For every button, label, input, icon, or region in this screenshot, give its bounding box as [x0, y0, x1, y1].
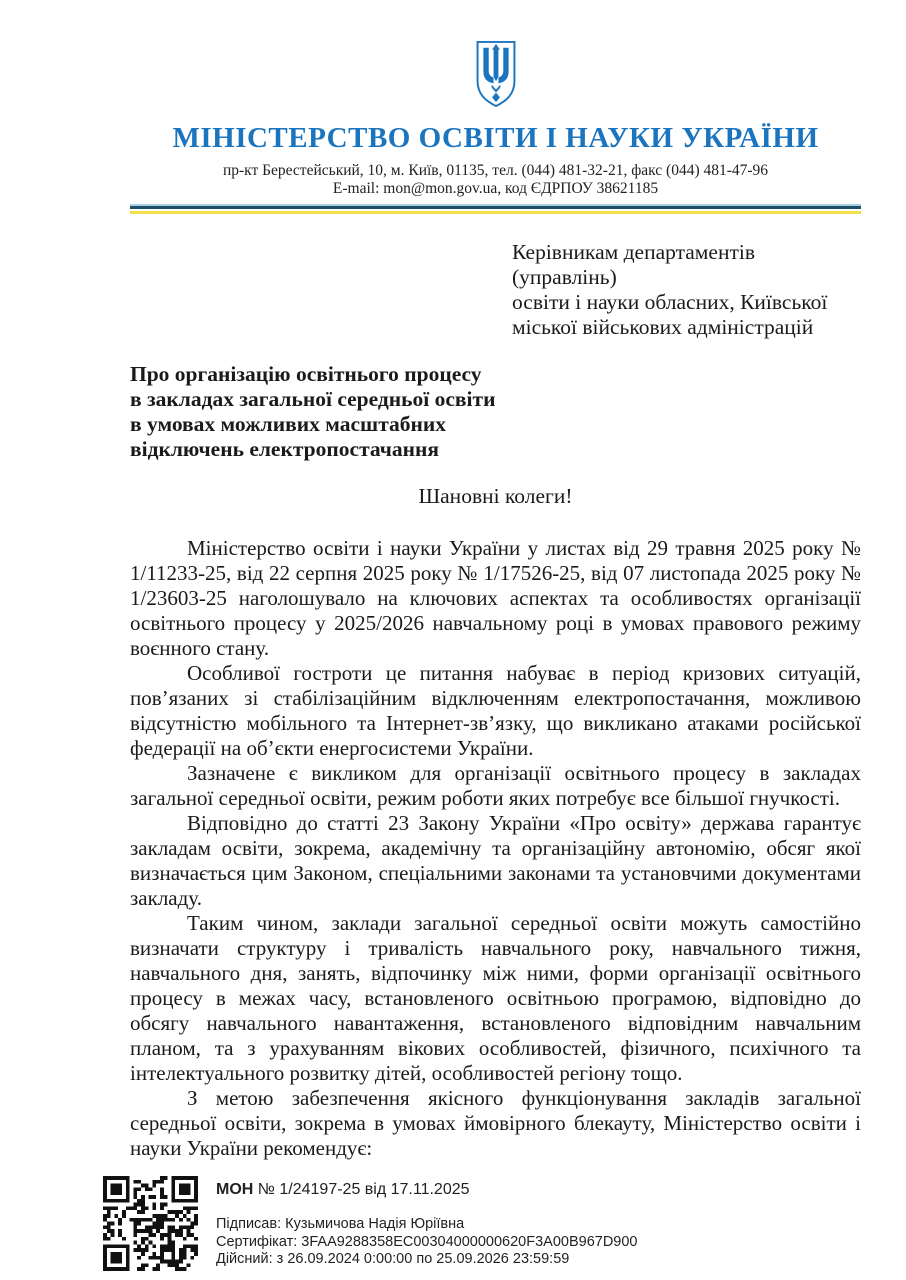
letterhead — [130, 40, 861, 108]
signed-by: Підписав: Кузьмичова Надія Юріївна — [216, 1216, 465, 1232]
letter-body — [130, 536, 861, 1161]
subject-line: в закладах загальної середньої освіти — [130, 387, 496, 411]
subject-line: Про організацію освітнього процесу — [130, 362, 482, 386]
ministry-title: МІНІСТЕРСТВО ОСВІТИ І НАУКИ УКРАЇНИ — [172, 122, 819, 154]
recipient-line: освіти і науки обласних, Київської — [512, 290, 828, 314]
ukraine-trident-emblem — [474, 40, 518, 108]
document-reference — [216, 1180, 637, 1199]
signature-details — [216, 1176, 637, 1269]
ministry-email: E-mail: mon@mon.gov.ua, код ЄДРПОУ 38621185 — [332, 180, 659, 197]
org-abbrev: МОН — [216, 1181, 254, 1198]
qr-code — [103, 1176, 198, 1271]
paragraph: Таким чином, заклади загальної середньої освіти можуть самостійно визначати структуру і тривалість навчального року, навчального тижня, навчального дня, занять, відпочинку між ними, форми організації освітнього процесу в межах часу, встановленого освітньою програмою, відповідно до обсягу навчального навантаження, встановленого відповідним навчальним планом, та з урахуванням вікових особливостей, фізичного, психічного та інтелектуального розвитку дітей, особливостей регіону тощо. — [130, 911, 861, 1085]
paragraph: Особливої гостроти це питання набуває в період кризових ситуацій, пов’язаних зі стабілізаційним відключенням електропостачання, можливою відсутністю мобільного та Інтернет-зв’язку, що викликано атаками російської федерації на об’єкти енергосистеми України. — [130, 661, 861, 760]
recipient-block — [512, 240, 861, 340]
subject-line: відключень електропостачання — [130, 437, 440, 461]
ministry-address: пр-кт Берестейський, 10, м. Київ, 01135, тел. (044) 481-32-21, факс (044) 481-47-96 — [222, 162, 769, 179]
subject-line: в умовах можливих масштабних — [130, 412, 447, 436]
letterhead-divider — [130, 204, 861, 214]
greeting: Шановні колеги! — [418, 484, 573, 508]
recipient-line: Керівникам департаментів (управлінь) — [512, 240, 755, 289]
doc-number: № 1/24197-25 від 17.11.2025 — [257, 1181, 470, 1198]
paragraph: З метою забезпечення якісного функціонування закладів загальної середньої освіти, зокрема в умовах ймовірного блекауту, Міністерство освіти і науки України рекомендує: — [130, 1086, 861, 1160]
paragraph: Зазначене є викликом для організації освітнього процесу в закладах загальної середньої освіти, режим роботи яких потребує все більшої гнучкості. — [130, 761, 861, 810]
paragraph: Відповідно до статті 23 Закону України «Про освіту» держава гарантує закладам освіти, зокрема, академічну та організаційну автономію, обсяг якої визначається цим Законом, спеціальними законами та установчими документами закладу. — [130, 811, 861, 910]
validity: Дійсний: з 26.09.2024 0:00:00 по 25.09.2026 23:59:59 — [216, 1251, 570, 1267]
paragraph: Міністерство освіти і науки України у листах від 29 травня 2025 року № 1/11233-25, від 22 серпня 2025 року № 1/17526-25, від 07 листопада 2025 року № 1/23603-25 наголошувало на ключових аспектах та особливостях організації освітнього процесу у 2025/2026 навчальному році в умовах правового режиму воєнного стану. — [130, 536, 861, 660]
certificate: Сертифікат: 3FAA9288358EC00304000000620F3A00B967D900 — [216, 1233, 638, 1250]
recipient-line: міської військових адміністрацій — [512, 315, 814, 339]
subject-block — [130, 362, 610, 462]
signature-stamp — [103, 1176, 861, 1271]
